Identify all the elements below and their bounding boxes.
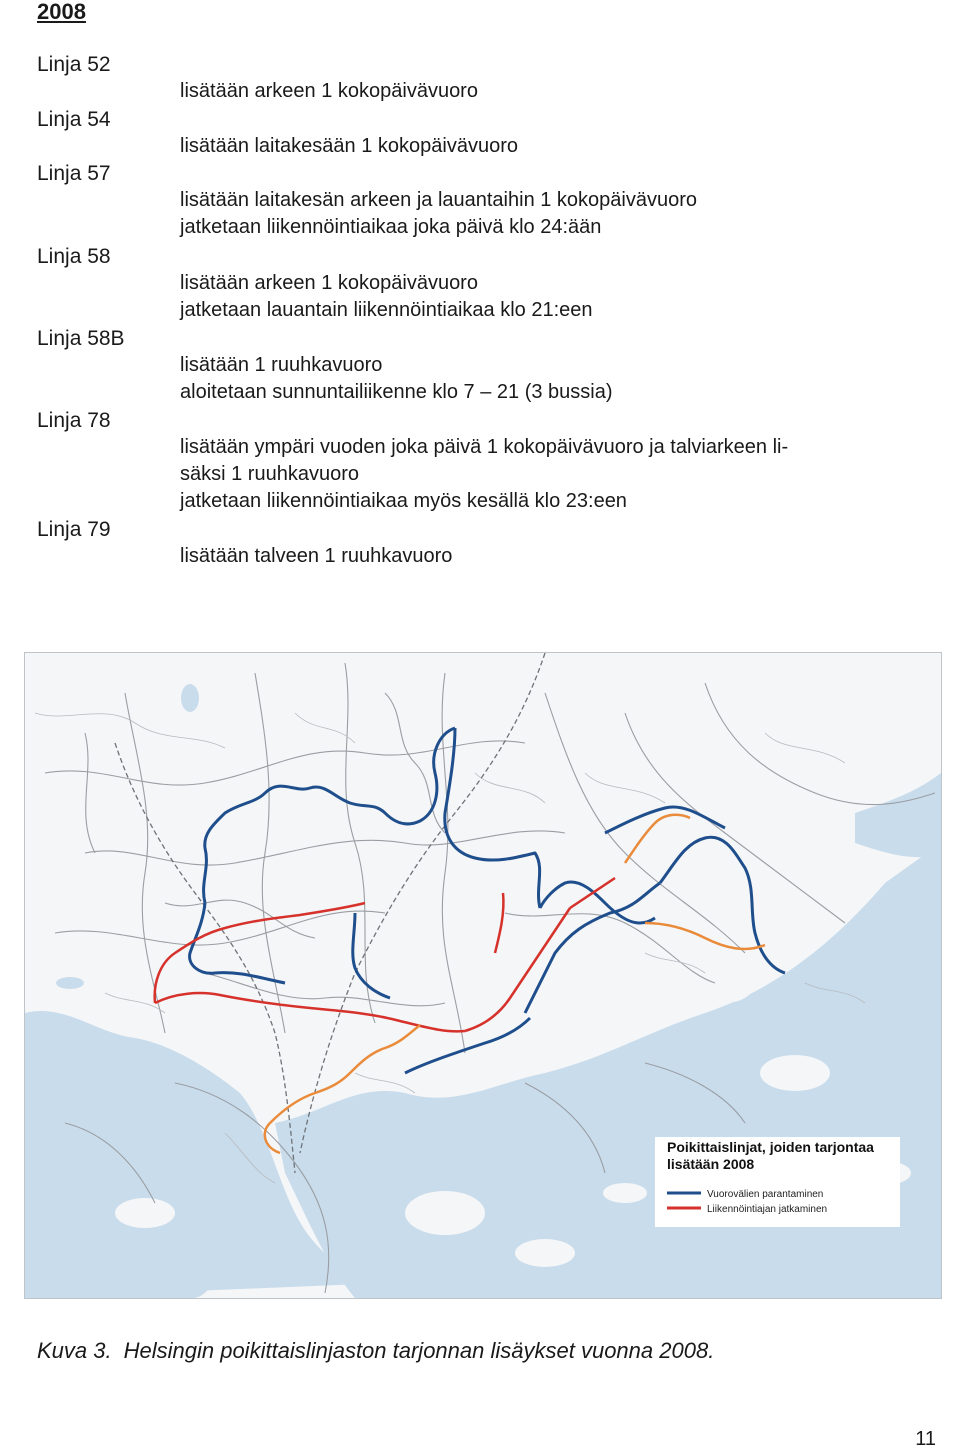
line-label: Linja 54 [37,108,111,131]
line-label: Linja 58 [37,245,111,268]
line-label: Linja 52 [37,53,111,76]
change-text: jatketaan liikennöintiaikaa myös kesällä klo 23:een [180,490,627,512]
figure-caption [37,1337,714,1365]
line-changes [180,270,915,324]
line-label: Linja 79 [37,518,111,541]
line-label: Linja 78 [37,409,111,432]
legend-item-label: Liikennöintiajan jatkaminen [707,1204,828,1215]
change-text: säksi 1 ruuhkavuoro [180,463,359,485]
line-changes [180,352,915,406]
change-text: lisätään talveen 1 ruuhkavuoro [180,545,453,567]
island [515,1239,575,1267]
island [115,1198,175,1228]
line-label: Linja 57 [37,162,111,185]
line-changes [180,187,915,241]
legend-item-label: Vuorovälien parantaminen [707,1189,824,1200]
caption-number: Kuva 3. [37,1338,112,1363]
page-number: 11 [915,1428,936,1450]
line-changes [180,133,915,160]
line-label: Linja 58B [37,327,125,350]
lake [181,684,199,712]
year-heading: 2008 [37,0,86,24]
change-text: lisätään laitakesään 1 kokopäivävuoro [180,135,518,157]
change-text: lisätään arkeen 1 kokopäivävuoro [180,272,478,294]
legend-title-line-1: Poikittaislinjat, joiden tarjontaa [667,1139,874,1155]
route-map [24,652,942,1299]
change-text: aloitetaan sunnuntailiikenne klo 7 – 21 (3 bussia) [180,381,613,403]
map-graphic [25,653,941,1298]
lake [56,977,84,989]
line-changes [180,543,915,570]
line-changes [180,434,915,515]
island [760,1055,830,1091]
change-text: lisätään 1 ruuhkavuoro [180,354,383,376]
island [405,1191,485,1235]
change-text: lisätään laitakesän arkeen ja lauantaihin 1 kokopäivävuoro [180,189,698,211]
line-changes [180,78,915,105]
caption-text: Helsingin poikittaislinjaston tarjonnan lisäykset vuonna 2008. [123,1338,715,1363]
island [695,963,755,1003]
change-text: jatketaan lauantain liikennöintiaikaa klo 21:een [180,299,593,321]
change-text: jatketaan liikennöintiaikaa joka päivä klo 24:ään [180,216,602,238]
change-text: lisätään arkeen 1 kokopäivävuoro [180,80,478,102]
island [603,1183,647,1203]
change-text: lisätään ympäri vuoden joka päivä 1 kokopäivävuoro ja talviarkeen li- [180,436,789,458]
legend-title-line-2: lisätään 2008 [667,1156,755,1172]
